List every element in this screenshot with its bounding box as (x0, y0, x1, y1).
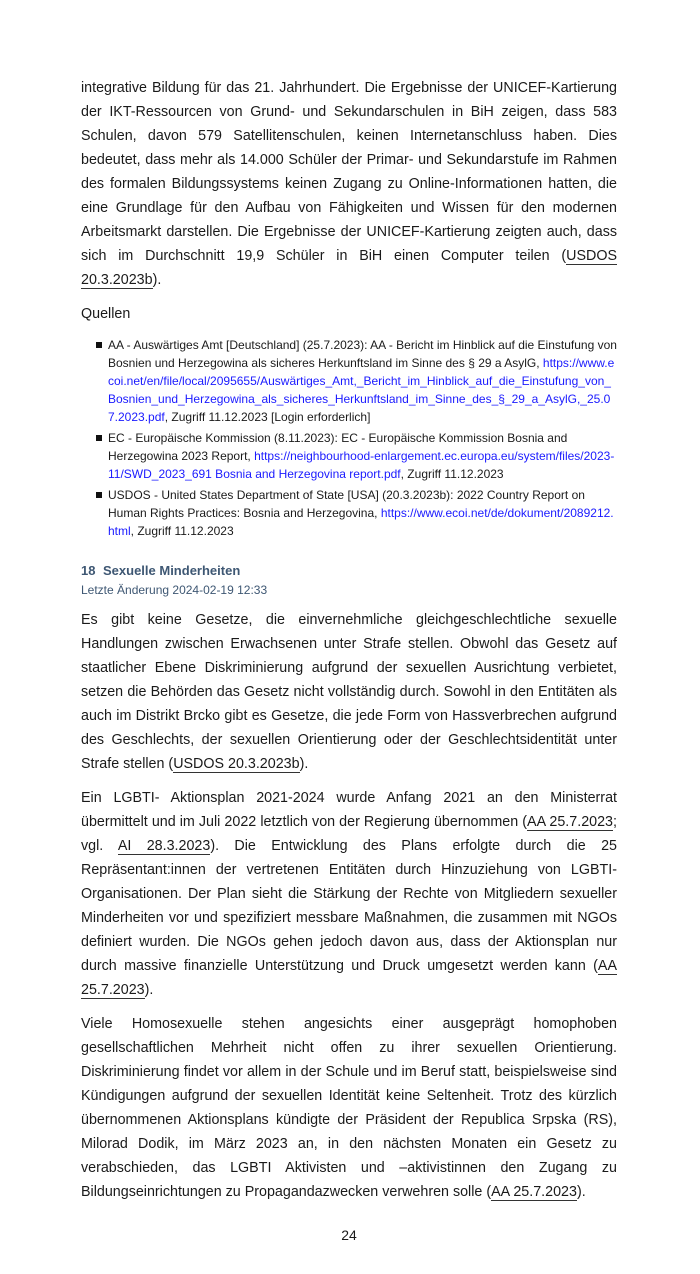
paragraph-text: ). (576, 1184, 586, 1200)
source-text: USDOS - United States Department of State [USA] (20.3.2023b): 2022 Country Report on Human Rights Practices: Bosnia and Herzegovina, (108, 488, 585, 520)
paragraph-text: ). (144, 982, 154, 998)
paragraph-text: ; vgl. (81, 814, 617, 854)
paragraph-text: ). (299, 756, 309, 772)
source-item (96, 429, 617, 483)
citation-link[interactable]: AA 25.7.2023 (527, 814, 614, 830)
citation-link[interactable]: AA 25.7.2023 (81, 958, 617, 998)
citation-link[interactable]: USDOS 20.3.2023b (173, 756, 300, 772)
page-number: 24 (341, 1227, 357, 1243)
bullet-icon (96, 492, 102, 498)
paragraph-text: ). Die Entwicklung des Plans erfolgte durch die 25 Repräsentant:innen der vertretenen Entitäten durch Hinzuziehung von LGBTI-Organisationen. Der Plan sieht die Stärkung der Rechte von Mitgliedern sexueller Minderheiten vor und spezifiziert messbare Maßnahmen, die zusammen mit NGOs definiert wurden. Die NGOs gehen jedoch davon aus, dass der Aktionsplan nur durch massive finanzielle Unterstützung und Druck umgesetzt werden kann ( (81, 838, 617, 974)
source-item (96, 336, 617, 426)
paragraph-text: Ein LGBTI- Aktionsplan 2021-2024 wurde Anfang 2021 an den Ministerrat übermittelt und im Juli 2022 letztlich von der Regierung übernommen ( (81, 790, 617, 830)
source-access-date: , Zugriff 11.12.2023 (130, 524, 234, 538)
source-link[interactable]: https://neighbourhood-enlargement.ec.europa.eu/system/files/2023-11/SWD_2023_691 Bosnia and Herzegovina report.pdf (108, 449, 615, 481)
source-access-date: , Zugriff 11.12.2023 [Login erforderlich] (164, 410, 371, 424)
citation-link[interactable]: AA 25.7.2023 (491, 1184, 577, 1200)
source-link[interactable]: https://www.ecoi.net/de/dokument/2089212.html (108, 506, 614, 538)
paragraph-text: Viele Homosexuelle stehen angesichts einer ausgeprägt homophoben gesellschaftlichen Mehrheit nicht offen zu ihrer sexuellen Orientierung. Diskriminierung findet vor allem in der Schule und im Beruf statt, beispielsweise sind Kündigungen aufgrund der sexuellen Identität keine Seltenheit. Trotz des kürzlich übernommenen Aktionsplans kündigte der Präsident der Republica Srpska (RS), Milorad Dodik, im März 2023 an, in den nächsten Monaten ein Gesetz zu verabschieden, das LGBTI Aktivisten und –aktivistinnen den Zugang zu Bildungseinrichtungen zu Propagandazwecken verwehren solle ( (81, 1016, 617, 1200)
last-changed: Letzte Änderung 2024-02-19 12:33 (81, 583, 268, 597)
paragraph-text: integrative Bildung für das 21. Jahrhundert. Die Ergebnisse der UNICEF-Kartierung der IKT-Ressourcen von Grund- und Sekundarschulen in BiH zeigen, dass 583 Schulen, davon 579 Satellitenschulen, keinen Internetanschluss haben. Dies bedeutet, dass mehr als 14.000 Schüler der Primar- und Sekundarstufe im Rahmen des formalen Bildungssystems keinen Zugang zu Online-Informationen hatten, die eine Grundlage für den Aufbau von Fähigkeiten und Wissen für den modernen Arbeitsmarkt darstellen. Die Ergebnisse der UNICEF-Kartierung zeigten auch, dass sich im Durchschnitt 19,9 Schüler in BiH einen Computer teilen ( (81, 80, 617, 264)
sources-list (96, 336, 617, 540)
paragraph-text: Es gibt keine Gesetze, die einvernehmliche gleichgeschlechtliche sexuelle Handlungen zwischen Erwachsenen unter Strafe stellen. Obwohl das Gesetz auf staatlicher Ebene Diskriminierung aufgrund der sexuellen Ausrichtung verbietet, setzen die Behörden das Gesetz nicht vollständig durch. Sowohl in den Entitäten als auch im Distrikt Brcko gibt es Gesetze, die jede Form von Hassverbrechen aufgrund des Geschlechts, der sexuellen Orientierung oder der Geschlechtsidentität unter Strafe stellen ( (81, 612, 617, 772)
source-access-date: , Zugriff 11.12.2023 (400, 467, 504, 481)
citation-link[interactable]: USDOS 20.3.2023b (81, 248, 617, 288)
source-item (96, 486, 617, 540)
citation-link[interactable]: AI 28.3.2023 (117, 838, 211, 854)
source-link[interactable]: https://www.ecoi.net/en/file/local/2095655/Auswärtiges_Amt,_Bericht_im_Hinblick_auf_die_Einstufung_von_Bosnien_und_Herzegowina_als_sicheres_Herkunftsland_im_Sinne_des_§_29_a_AsylG,_25.07.2023.pdf (108, 356, 615, 424)
source-text: EC - Europäische Kommission (8.11.2023): EC - Europäische Kommission Bosnia and Herzegowina 2023 Report, (108, 431, 568, 463)
paragraph-education (81, 76, 617, 292)
paragraph-laws (81, 608, 617, 776)
section-heading (81, 562, 617, 580)
bullet-icon (96, 342, 102, 348)
source-text: AA - Auswärtiges Amt [Deutschland] (25.7.2023): AA - Bericht im Hinblick auf die Einstufung von Bosnien und Herzegowina als sicheres Herkunftsland im Sinne des § 29 a AsylG, (108, 338, 617, 370)
section-number: 18 (81, 563, 96, 578)
section-title: Sexuelle Minderheiten (103, 563, 241, 578)
sources-heading: Quellen (81, 306, 131, 322)
paragraph-text: ). (152, 272, 162, 288)
paragraph-action-plan (81, 786, 617, 1002)
paragraph-discrimination (81, 1012, 617, 1204)
bullet-icon (96, 435, 102, 441)
